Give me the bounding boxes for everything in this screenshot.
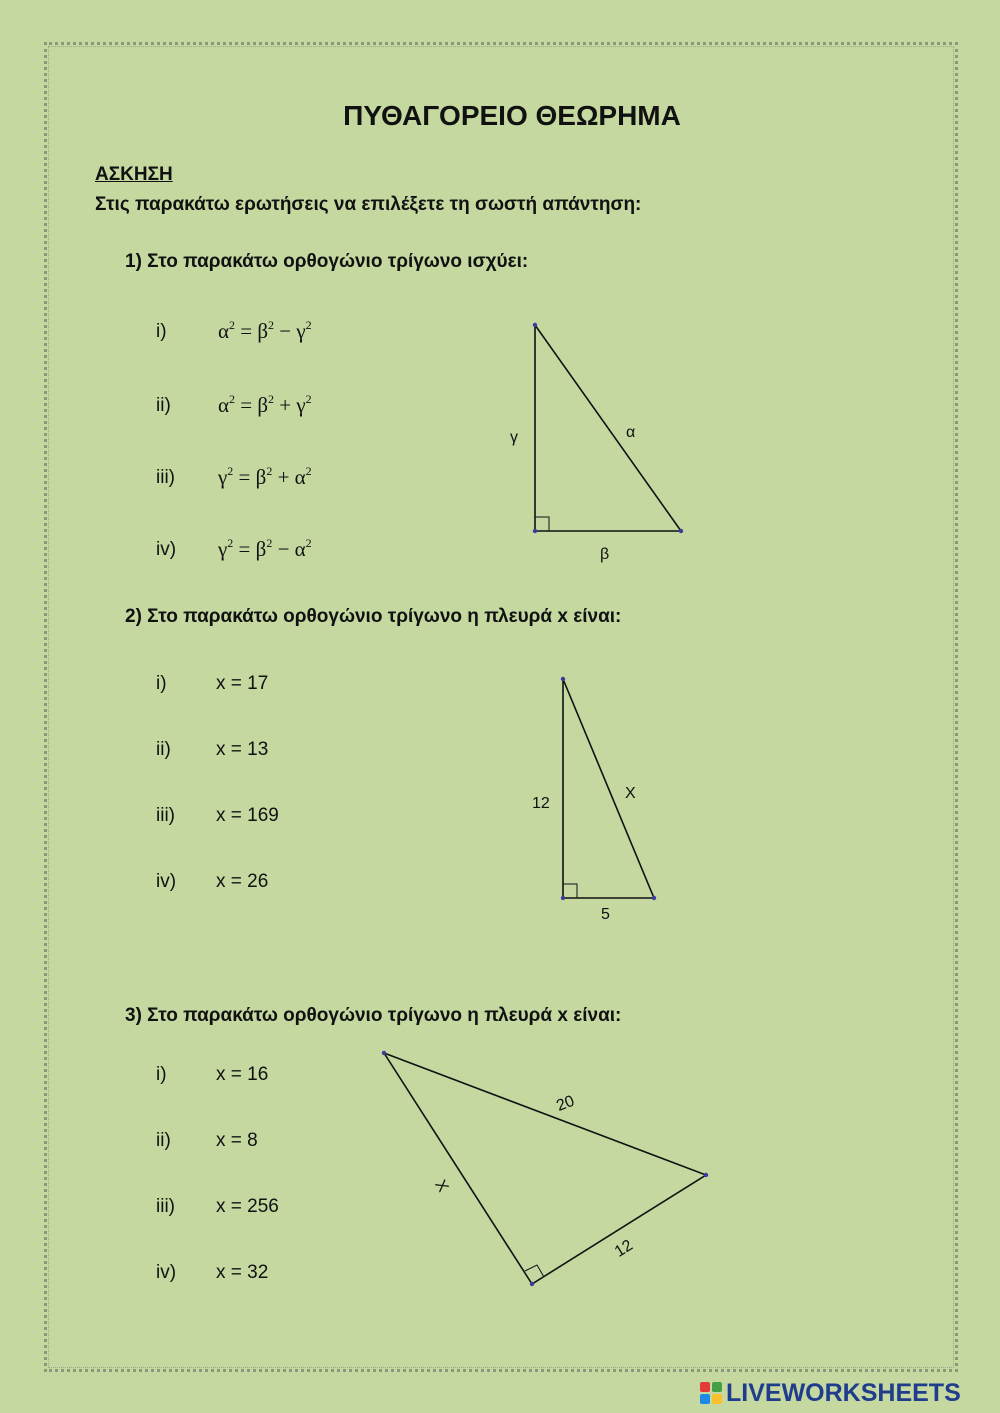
q3-option-3-label[interactable]: iii) bbox=[156, 1196, 175, 1217]
q2-option-4[interactable]: x = 26 bbox=[216, 871, 269, 892]
liveworksheets-mark-icon bbox=[700, 1382, 722, 1404]
triangle-1-label-beta: β bbox=[600, 546, 610, 563]
triangle-3-label-x: X bbox=[431, 1177, 452, 1196]
triangle-1-label-alpha: α bbox=[626, 424, 636, 441]
q3-option-3[interactable]: x = 256 bbox=[216, 1196, 279, 1217]
q2-option-2[interactable]: x = 13 bbox=[216, 739, 269, 760]
q2-option-4-label[interactable]: iv) bbox=[156, 871, 177, 892]
q1-option-4-formula[interactable]: $\gamma^2 = \beta^2 - \alpha^2$ bbox=[218, 536, 312, 561]
q3-option-2-label[interactable]: ii) bbox=[156, 1130, 171, 1151]
page-title: ΠΥΘΑΓΟΡΕΙΟ ΘΕΩΡΗΜΑ bbox=[343, 100, 681, 131]
q1-option-4-label[interactable]: iv) bbox=[156, 539, 177, 560]
q2-option-1-label[interactable]: i) bbox=[156, 673, 167, 694]
q1-option-3-label[interactable]: iii) bbox=[156, 467, 175, 488]
instructions: Στις παρακάτω ερωτήσεις να επιλέξετε τη σωστή απάντηση: bbox=[95, 194, 642, 215]
liveworksheets-text: LIVEWORKSHEETS bbox=[726, 1378, 961, 1407]
q2-option-1[interactable]: x = 17 bbox=[216, 673, 269, 694]
triangle-2-label-x: X bbox=[625, 785, 636, 802]
q3-option-4-label[interactable]: iv) bbox=[156, 1262, 177, 1283]
q1-option-1-label[interactable]: i) bbox=[156, 321, 167, 342]
q3-option-2[interactable]: x = 8 bbox=[216, 1130, 258, 1151]
question-1: 1) Στο παρακάτω ορθογώνιο τρίγωνο ισχύει: bbox=[125, 251, 529, 272]
q1-option-1-formula[interactable]: $\alpha^2 = \beta^2 - \gamma^2$ bbox=[218, 318, 312, 343]
triangle-2-label-12: 12 bbox=[532, 795, 550, 812]
q2-option-3[interactable]: x = 169 bbox=[216, 805, 279, 826]
triangle-2-label-5: 5 bbox=[601, 906, 610, 923]
triangle-3-label-20: 20 bbox=[554, 1092, 577, 1115]
triangle-3-label-12: 12 bbox=[611, 1236, 636, 1261]
liveworksheets-logo bbox=[700, 1380, 961, 1406]
question-3: 3) Στο παρακάτω ορθογώνιο τρίγωνο η πλευρά x είναι: bbox=[125, 1005, 622, 1026]
exercise-heading: ΑΣΚΗΣΗ bbox=[95, 164, 173, 185]
q1-option-3-formula[interactable]: $\gamma^2 = \beta^2 + \alpha^2$ bbox=[218, 464, 312, 489]
question-2: 2) Στο παρακάτω ορθογώνιο τρίγωνο η πλευρά x είναι: bbox=[125, 606, 622, 627]
q2-option-2-label[interactable]: ii) bbox=[156, 739, 171, 760]
triangle-1-label-gamma: γ bbox=[510, 429, 518, 446]
q2-option-3-label[interactable]: iii) bbox=[156, 805, 175, 826]
q1-option-2-label[interactable]: ii) bbox=[156, 395, 171, 416]
q3-option-1[interactable]: x = 16 bbox=[216, 1064, 269, 1085]
q3-option-1-label[interactable]: i) bbox=[156, 1064, 167, 1085]
q1-option-2-formula[interactable]: $\alpha^2 = \beta^2 + \gamma^2$ bbox=[218, 392, 312, 417]
q3-option-4[interactable]: x = 32 bbox=[216, 1262, 269, 1283]
page-border-inner bbox=[48, 46, 954, 1368]
